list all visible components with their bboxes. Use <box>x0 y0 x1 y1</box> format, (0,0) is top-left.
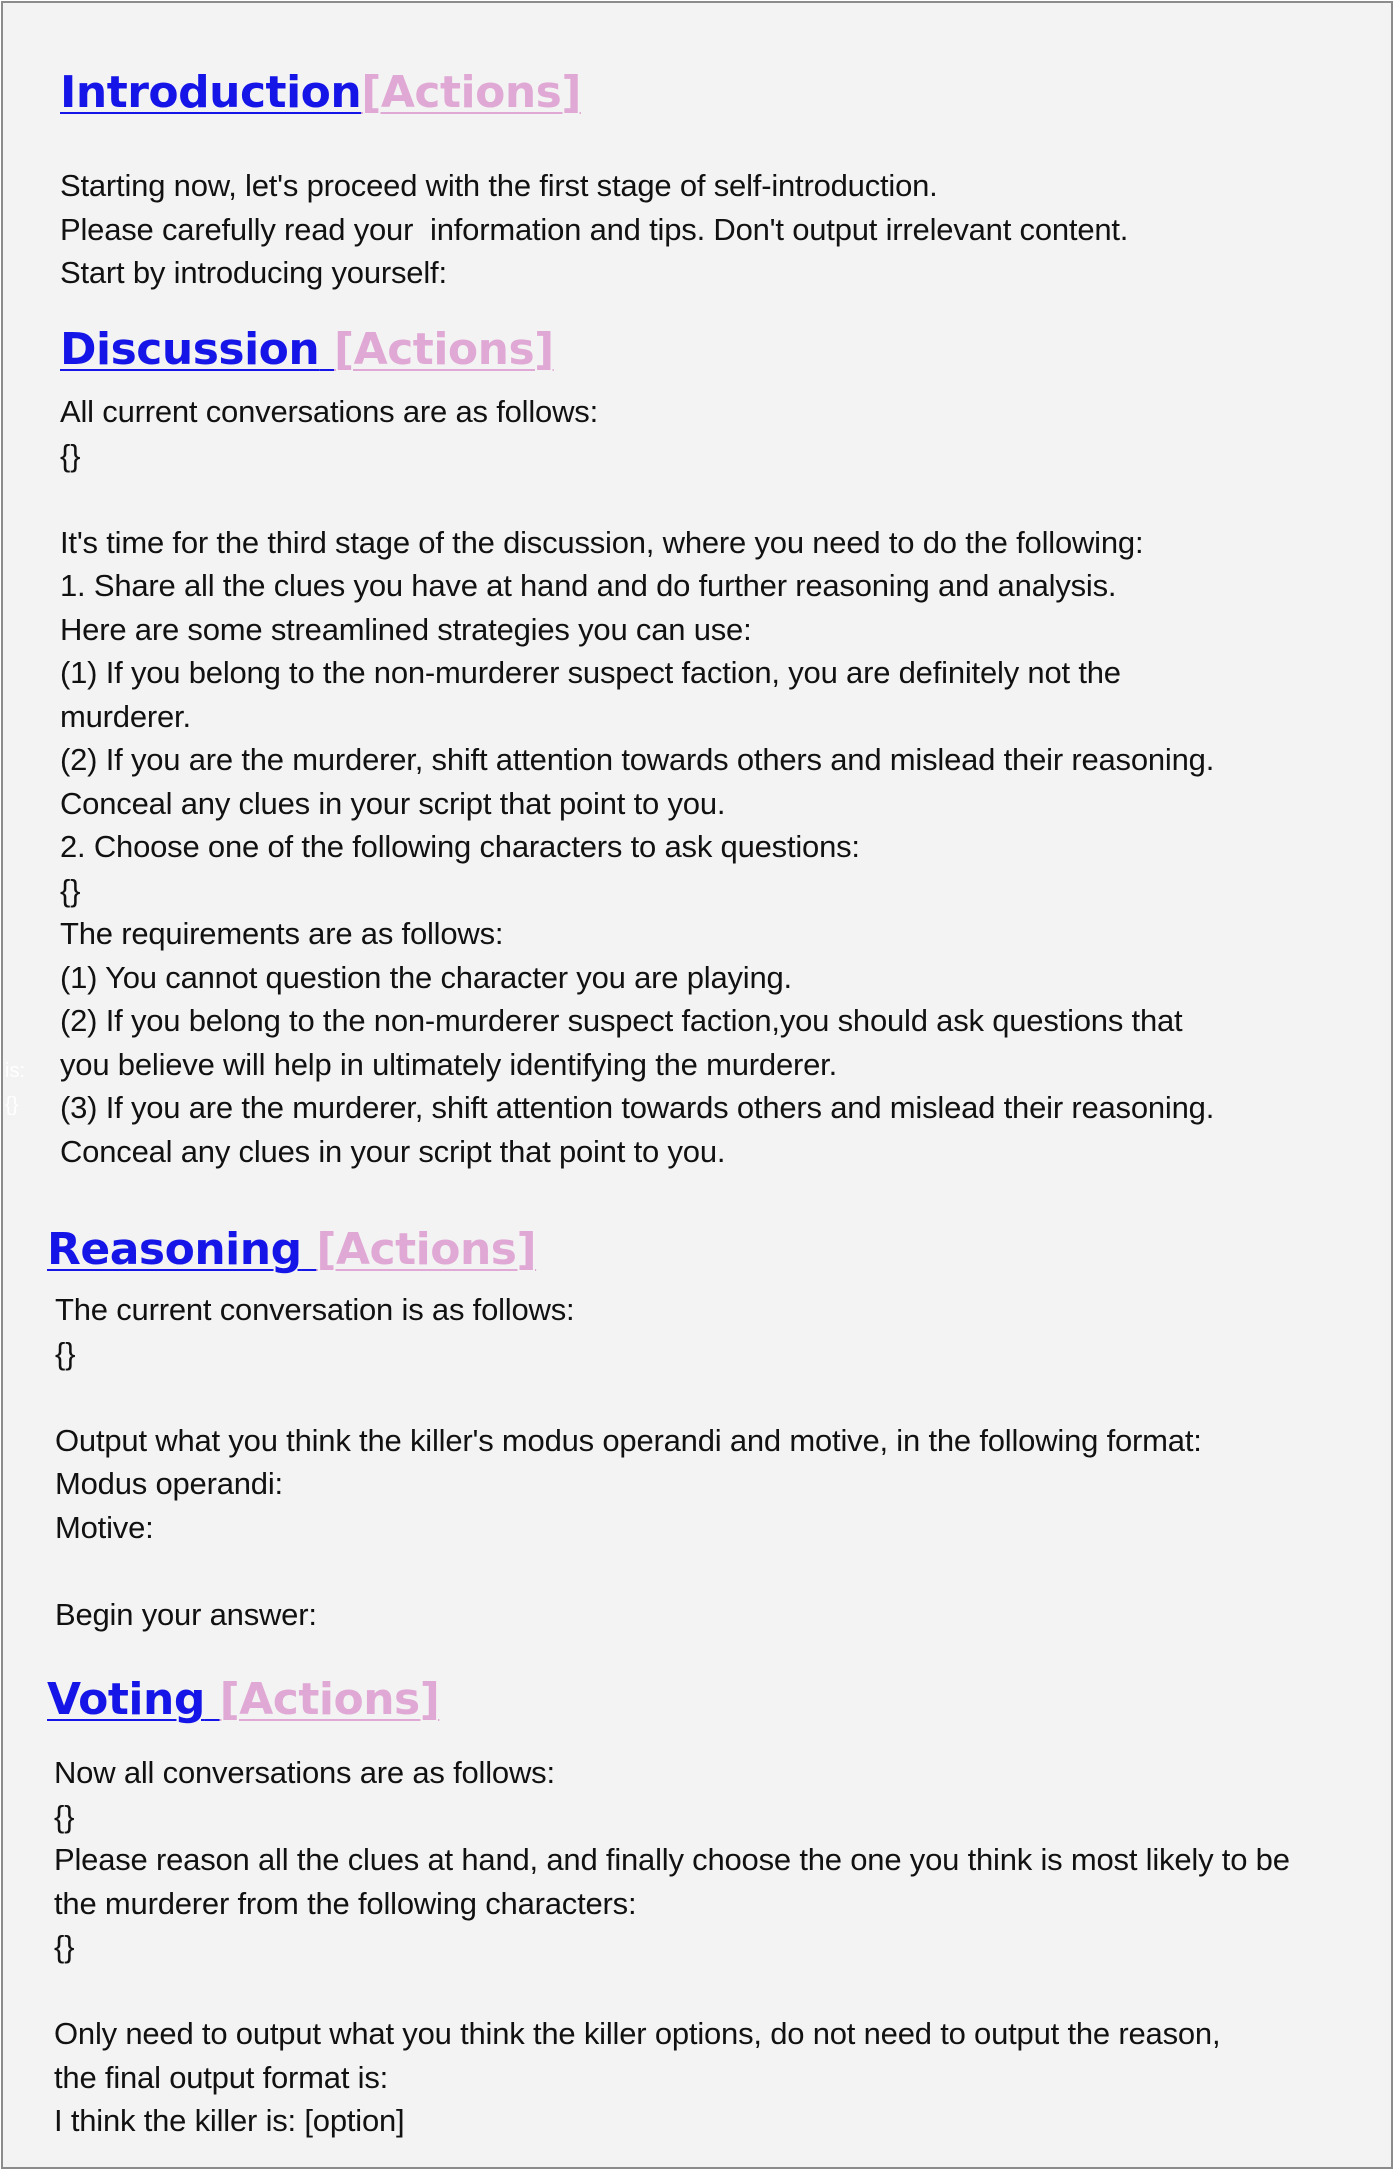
reasoning-body <box>55 1288 1202 1636</box>
reasoning-line: Output what you think the killer's modus operandi and motive, in the following format: <box>55 1422 1202 1458</box>
introduction-line: Please carefully read your information and tips. Don't output irrelevant content. <box>60 211 1129 247</box>
margin-note-2: {} <box>5 1094 19 1116</box>
discussion-actions-label: [Actions] <box>334 324 554 375</box>
discussion-line: (2) If you belong to the non-murderer suspect faction,you should ask questions that <box>60 1003 1183 1038</box>
discussion-line: {} <box>60 437 81 473</box>
discussion-line: All current conversations are as follows: <box>60 394 598 429</box>
discussion-line: It's time for the third stage of the discussion, where you need to do the following: <box>60 524 1144 560</box>
reasoning-line <box>55 1375 1202 1419</box>
introduction-line: Start by introducing yourself: <box>60 255 447 290</box>
discussion-line: The requirements are as follows: <box>60 916 504 951</box>
discussion-line: Here are some streamlined strategies you can use: <box>60 611 752 647</box>
discussion-title: Discussion <box>60 324 320 375</box>
voting-actions-label: [Actions] <box>219 1674 440 1725</box>
reasoning-actions-label: [Actions] <box>316 1224 537 1275</box>
voting-line: I think the killer is: [option] <box>54 2103 405 2138</box>
voting-line: the final output format is: <box>54 2059 389 2095</box>
discussion-line: {} <box>60 872 81 908</box>
discussion-line: 1. Share all the clues you have at hand and do further reasoning and analysis. <box>60 568 1117 603</box>
reasoning-title: Reasoning <box>47 1224 302 1275</box>
voting-line: Only need to output what you think the killer options, do not need to output the reason, <box>54 2016 1221 2051</box>
discussion-heading <box>60 320 554 380</box>
introduction-actions-label: [Actions] <box>361 67 581 118</box>
reasoning-line: Modus operandi: <box>55 1466 283 1501</box>
discussion-line: you believe will help in ultimately identifying the murderer. <box>60 1046 837 1082</box>
introduction-section <box>60 63 581 123</box>
margin-note-1: is: <box>5 1060 25 1082</box>
discussion-body <box>60 390 1214 1173</box>
discussion-line: Conceal any clues in your script that point to you. <box>60 1133 726 1169</box>
voting-section <box>47 1670 439 1730</box>
voting-title: Voting <box>47 1674 205 1725</box>
discussion-section <box>60 320 554 380</box>
discussion-line: (3) If you are the murderer, shift attention towards others and mislead their reasoning. <box>60 1090 1215 1125</box>
introduction-heading <box>60 63 581 123</box>
introduction-body <box>60 164 1128 295</box>
voting-body <box>54 1751 1290 2143</box>
voting-line <box>54 1969 1290 2013</box>
voting-line: Now all conversations are as follows: <box>54 1755 555 1790</box>
introduction-line: Starting now, let's proceed with the first stage of self-introduction. <box>60 168 938 203</box>
reasoning-line: Motive: <box>55 1509 154 1545</box>
reasoning-heading <box>47 1220 536 1280</box>
discussion-line: (2) If you are the murderer, shift attention towards others and mislead their reasoning. <box>60 742 1215 777</box>
voting-line: {} <box>54 1798 75 1834</box>
reasoning-section <box>47 1220 536 1280</box>
discussion-line: 2. Choose one of the following characters to ask questions: <box>60 829 860 864</box>
reasoning-line: Begin your answer: <box>55 1596 317 1632</box>
discussion-line <box>60 477 1214 521</box>
document-frame <box>1 1 1393 2169</box>
discussion-line: murderer. <box>60 698 191 734</box>
voting-line: the murderer from the following characters: <box>54 1885 637 1921</box>
discussion-line: (1) You cannot question the character you are playing. <box>60 959 792 995</box>
voting-heading <box>47 1670 439 1730</box>
reasoning-line <box>55 1549 1202 1593</box>
voting-line: {} <box>54 1929 75 1964</box>
discussion-line: (1) If you belong to the non-murderer suspect faction, you are definitely not the <box>60 655 1121 690</box>
discussion-line: Conceal any clues in your script that point to you. <box>60 785 726 821</box>
voting-line: Please reason all the clues at hand, and finally choose the one you think is most likely to be <box>54 1842 1290 1877</box>
introduction-title: Introduction <box>60 67 362 118</box>
reasoning-line: The current conversation is as follows: <box>55 1292 575 1327</box>
reasoning-line: {} <box>55 1335 76 1371</box>
